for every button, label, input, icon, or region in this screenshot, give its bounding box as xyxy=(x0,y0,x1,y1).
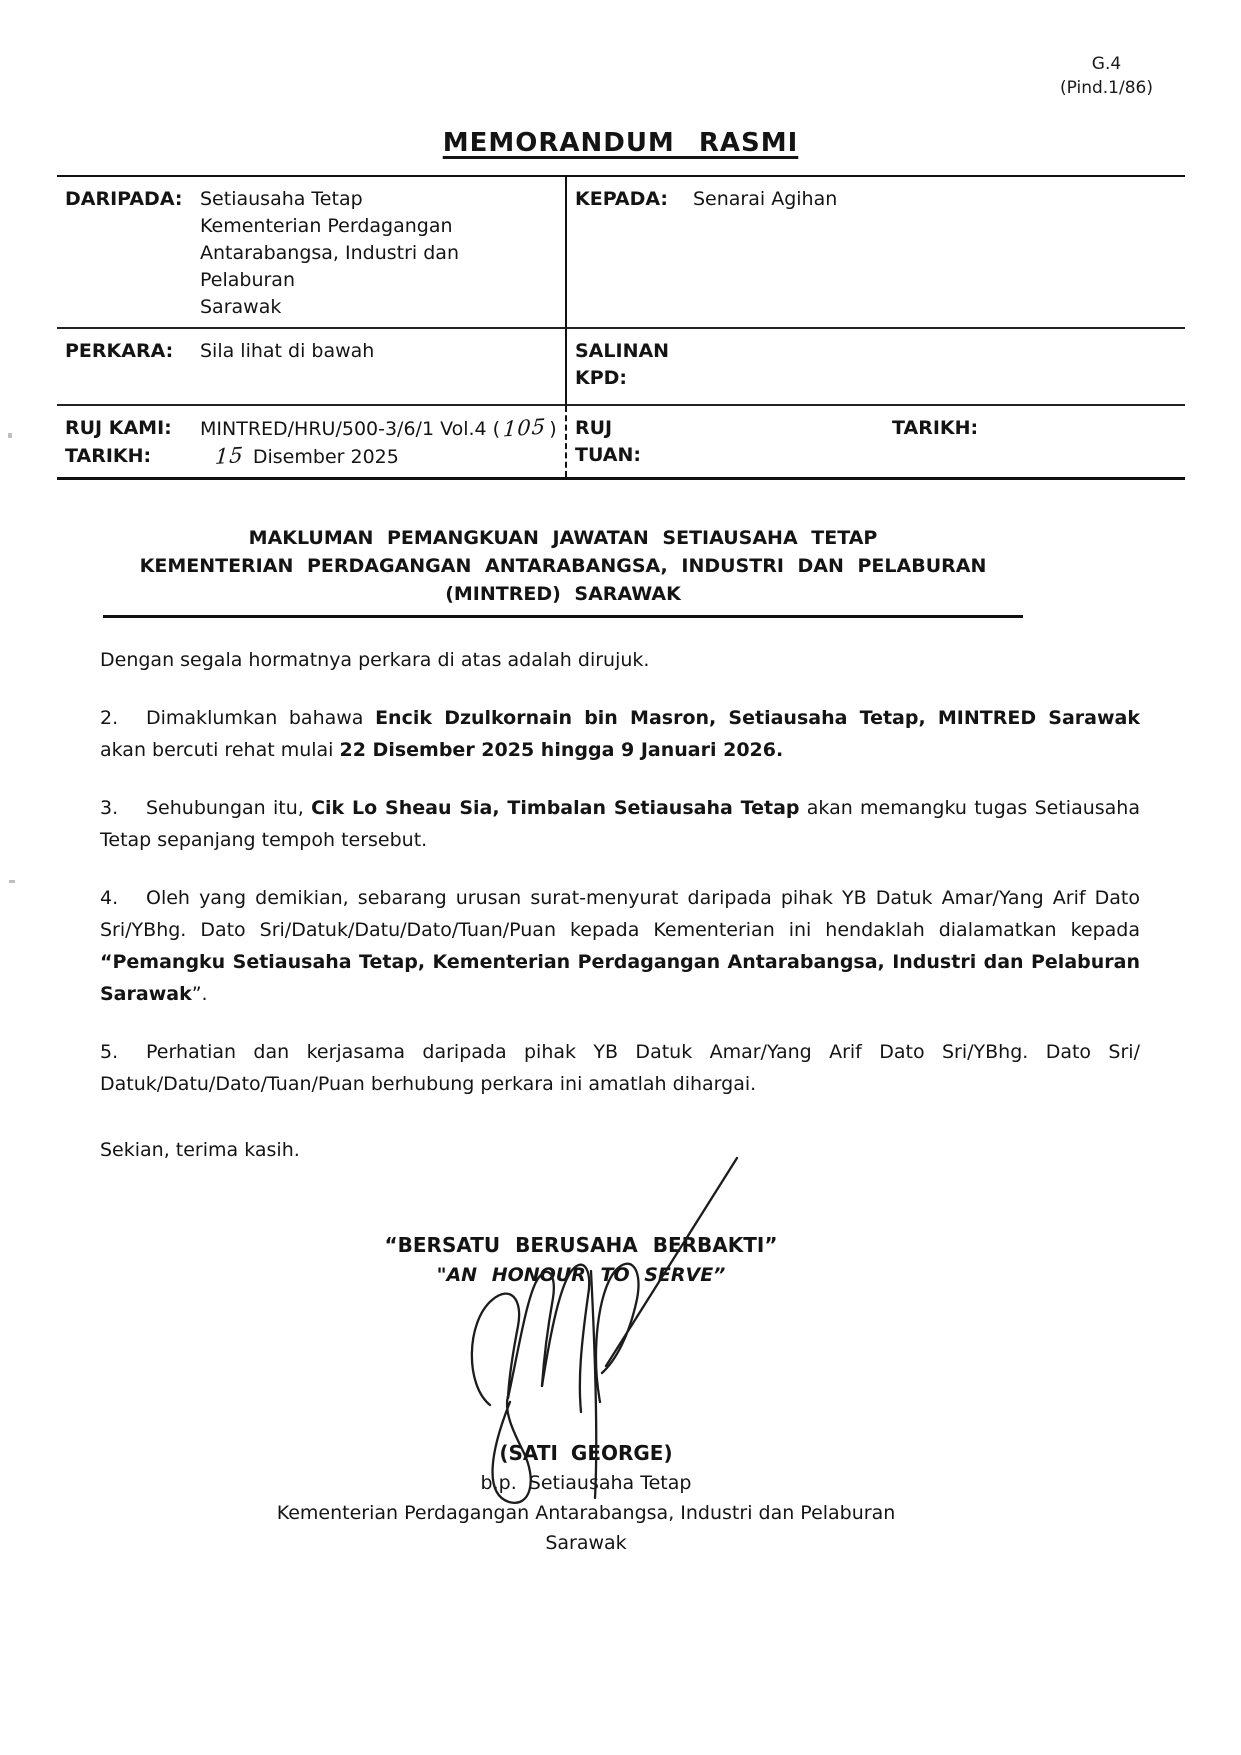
paragraph-5-number: 5. xyxy=(100,1041,119,1063)
perkara-label: PERKARA: xyxy=(65,340,174,362)
kepada-value: Senarai Agihan xyxy=(693,188,838,210)
motto-english: "AN HONOUR TO SERVE” xyxy=(436,1264,726,1286)
paragraph-4-number: 4. xyxy=(100,887,119,909)
tarikh-tuan-label: TARIKH: xyxy=(892,417,979,439)
memo-header-table xyxy=(57,175,1185,480)
cell-kepada xyxy=(565,177,1185,329)
page-title: MEMORANDUM RASMI xyxy=(442,128,799,158)
form-code-revision: (Pind.1/86) xyxy=(1059,78,1153,98)
paragraph-3-number: 3. xyxy=(100,797,119,819)
paragraph-3: 3. Sehubungan itu, Cik Lo Sheau Sia, Timbalan Setiausaha Tetap akan memangku tugas Setiausaha Tetap sepanjang tempoh tersebut. xyxy=(100,792,1140,856)
signatory-name: (SATI GEORGE) xyxy=(499,1441,673,1465)
daripada-label: DARIPADA: xyxy=(65,188,183,210)
salinan-label: SALINAN KPD: xyxy=(575,340,670,389)
daripada-value: Setiausaha Tetap Kementerian Perdagangan Antarabangsa, Industri dan Pelaburan Sarawak xyxy=(200,188,459,318)
closing-line: Sekian, terima kasih. xyxy=(100,1139,300,1161)
motto xyxy=(100,1230,1062,1290)
signature-block xyxy=(100,1438,1072,1558)
cell-salinan-kpd xyxy=(565,329,1185,406)
memo-body xyxy=(100,644,1140,1166)
paragraph-1: Dengan segala hormatnya perkara di atas adalah dirujuk. xyxy=(100,649,650,671)
ruj-tuan-label: RUJ TUAN: xyxy=(575,417,642,466)
paragraph-5: 5. Perhatian dan kerjasama daripada pihak YB Datuk Amar/Yang Arif Dato Sri/YBhg. Dato Sri/ Datuk/Datu/Dato/Tuan/Puan berhubung perkara ini amatlah dihargai. xyxy=(100,1036,1140,1100)
ruj-kami-value: MINTRED/HRU/500-3/6/1 Vol.4 ( 105 ) xyxy=(200,415,559,443)
paragraph-4: 4. Oleh yang demikian, sebarang urusan surat-menyurat daripada pihak YB Datuk Amar/Yang Arif Dato Sri/YBhg. Dato Sri/Datuk/Datu/Dato/Tuan/Puan kepada Kementerian ini hendaklah dialamatkan kepada “Pemangku Setiausaha Tetap, Kementerian Perdagangan Antarabangsa, Industri dan Pelaburan Sarawak”. xyxy=(100,882,1140,1010)
ruj-kami-label: RUJ KAMI: xyxy=(65,417,172,439)
cell-ruj-kami xyxy=(57,406,565,477)
kepada-label: KEPADA: xyxy=(575,188,669,210)
form-code-number: G.4 xyxy=(1091,54,1122,74)
scan-speck xyxy=(9,880,15,883)
subject-line-2: KEMENTERIAN PERDAGANGAN ANTARABANGSA, INDUSTRI DAN PELABURAN xyxy=(139,555,987,577)
signatory-org-line-1: Kementerian Perdagangan Antarabangsa, Industri dan Pelaburan xyxy=(276,1502,896,1524)
subject-line-1: MAKLUMAN PEMANGKUAN JAWATAN SETIAUSAHA TETAP xyxy=(248,527,878,549)
motto-malay: “BERSATU BERUSAHA BERBAKTI” xyxy=(384,1233,778,1257)
form-code xyxy=(1060,52,1153,100)
cell-daripada xyxy=(57,177,565,329)
subject-line-3: (MINTRED) SARAWAK xyxy=(445,583,681,605)
paragraph-2-number: 2. xyxy=(100,707,119,729)
tarikh-handwritten-day: 15 xyxy=(214,442,245,470)
paragraph-2: 2. Dimaklumkan bahawa Encik Dzulkornain bin Masron, Setiausaha Tetap, MINTRED Sarawak akan bercuti rehat mulai 22 Disember 2025 hingga 9 Januari 2026. xyxy=(100,702,1140,766)
signatory-bp-line: b.p. Setiausaha Tetap xyxy=(480,1472,692,1494)
tarikh-kami-value: 15 Disember 2025 xyxy=(200,443,559,471)
perkara-value: Sila lihat di bawah xyxy=(200,340,375,362)
cell-perkara xyxy=(57,329,565,406)
ruj-kami-handwritten-number: 105 xyxy=(502,414,548,442)
cell-ruj-tuan xyxy=(565,406,1185,477)
scan-speck xyxy=(8,433,12,438)
signatory-org-line-2: Sarawak xyxy=(545,1532,627,1554)
tarikh-kami-label: TARIKH: xyxy=(65,445,152,467)
subject-heading xyxy=(103,524,1023,618)
